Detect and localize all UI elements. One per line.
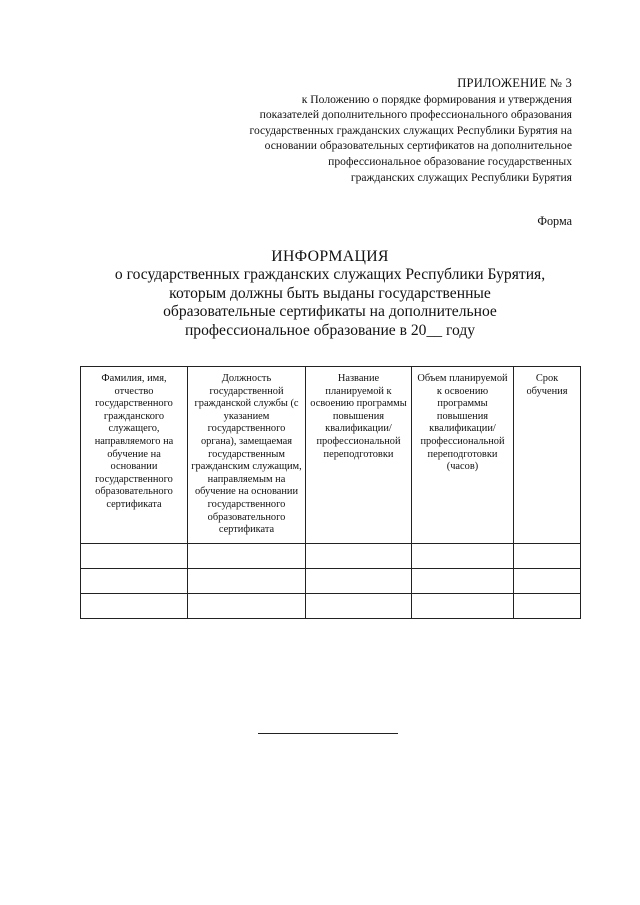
table-header-row <box>81 367 581 544</box>
table-cell <box>412 593 514 618</box>
column-header-program-volume: Объем планируемой к освоению программы повышения квалификации/профессиональной переподготовки (часов) <box>412 367 514 544</box>
column-header-position: Должность государственной гражданской службы (с указанием государственного органа), замещаемая государственным гражданским служащим, направляемым на обучение на основании государственного образовательного сертификата <box>188 367 306 544</box>
table-cell <box>188 543 306 568</box>
table-cell <box>81 568 188 593</box>
heading-line: образовательные сертификаты на дополнительное <box>163 303 497 321</box>
heading-line: профессиональное образование в 20__ году <box>184 321 476 339</box>
appendix-line: профессиональное образование государственных <box>328 154 572 168</box>
table-cell <box>81 543 188 568</box>
table-cell <box>514 543 581 568</box>
table-cell <box>514 593 581 618</box>
appendix-line: показателей дополнительного профессионального образования <box>259 108 572 122</box>
info-table <box>80 366 581 619</box>
table-cell <box>306 543 412 568</box>
table-cell <box>188 568 306 593</box>
appendix-header <box>132 76 572 185</box>
table-cell <box>306 568 412 593</box>
appendix-line: основании образовательных сертификатов на дополнительное <box>264 139 572 153</box>
table-row <box>81 593 581 618</box>
table-cell <box>514 568 581 593</box>
heading-title: ИНФОРМАЦИЯ <box>271 248 389 265</box>
appendix-line: государственных гражданских служащих Республики Бурятия на <box>249 123 572 137</box>
table-cell <box>81 593 188 618</box>
table-cell <box>412 568 514 593</box>
column-header-duration: Срок обучения <box>514 367 581 544</box>
closing-rule <box>258 733 398 734</box>
table-cell <box>412 543 514 568</box>
table-cell <box>188 593 306 618</box>
form-label: Форма <box>537 214 572 228</box>
table-cell <box>306 593 412 618</box>
table-row <box>81 543 581 568</box>
column-header-program-name: Название планируемой к освоению программы повышения квалификации/профессиональной переподготовки <box>306 367 412 544</box>
appendix-title: ПРИЛОЖЕНИЕ № 3 <box>457 76 572 90</box>
heading-line: о государственных гражданских служащих Республики Бурятия, <box>114 266 546 284</box>
document-heading <box>80 248 580 340</box>
heading-line: которым должны быть выданы государственные <box>169 284 491 302</box>
column-header-fio: Фамилия, имя, отчество государственного гражданского служащего, направляемого на обучение на основании государственного образовательного сертификата <box>81 367 188 544</box>
appendix-line: гражданских служащих Республики Бурятия <box>350 170 572 184</box>
appendix-line: к Положению о порядке формирования и утверждения <box>301 92 572 106</box>
table-row <box>81 568 581 593</box>
